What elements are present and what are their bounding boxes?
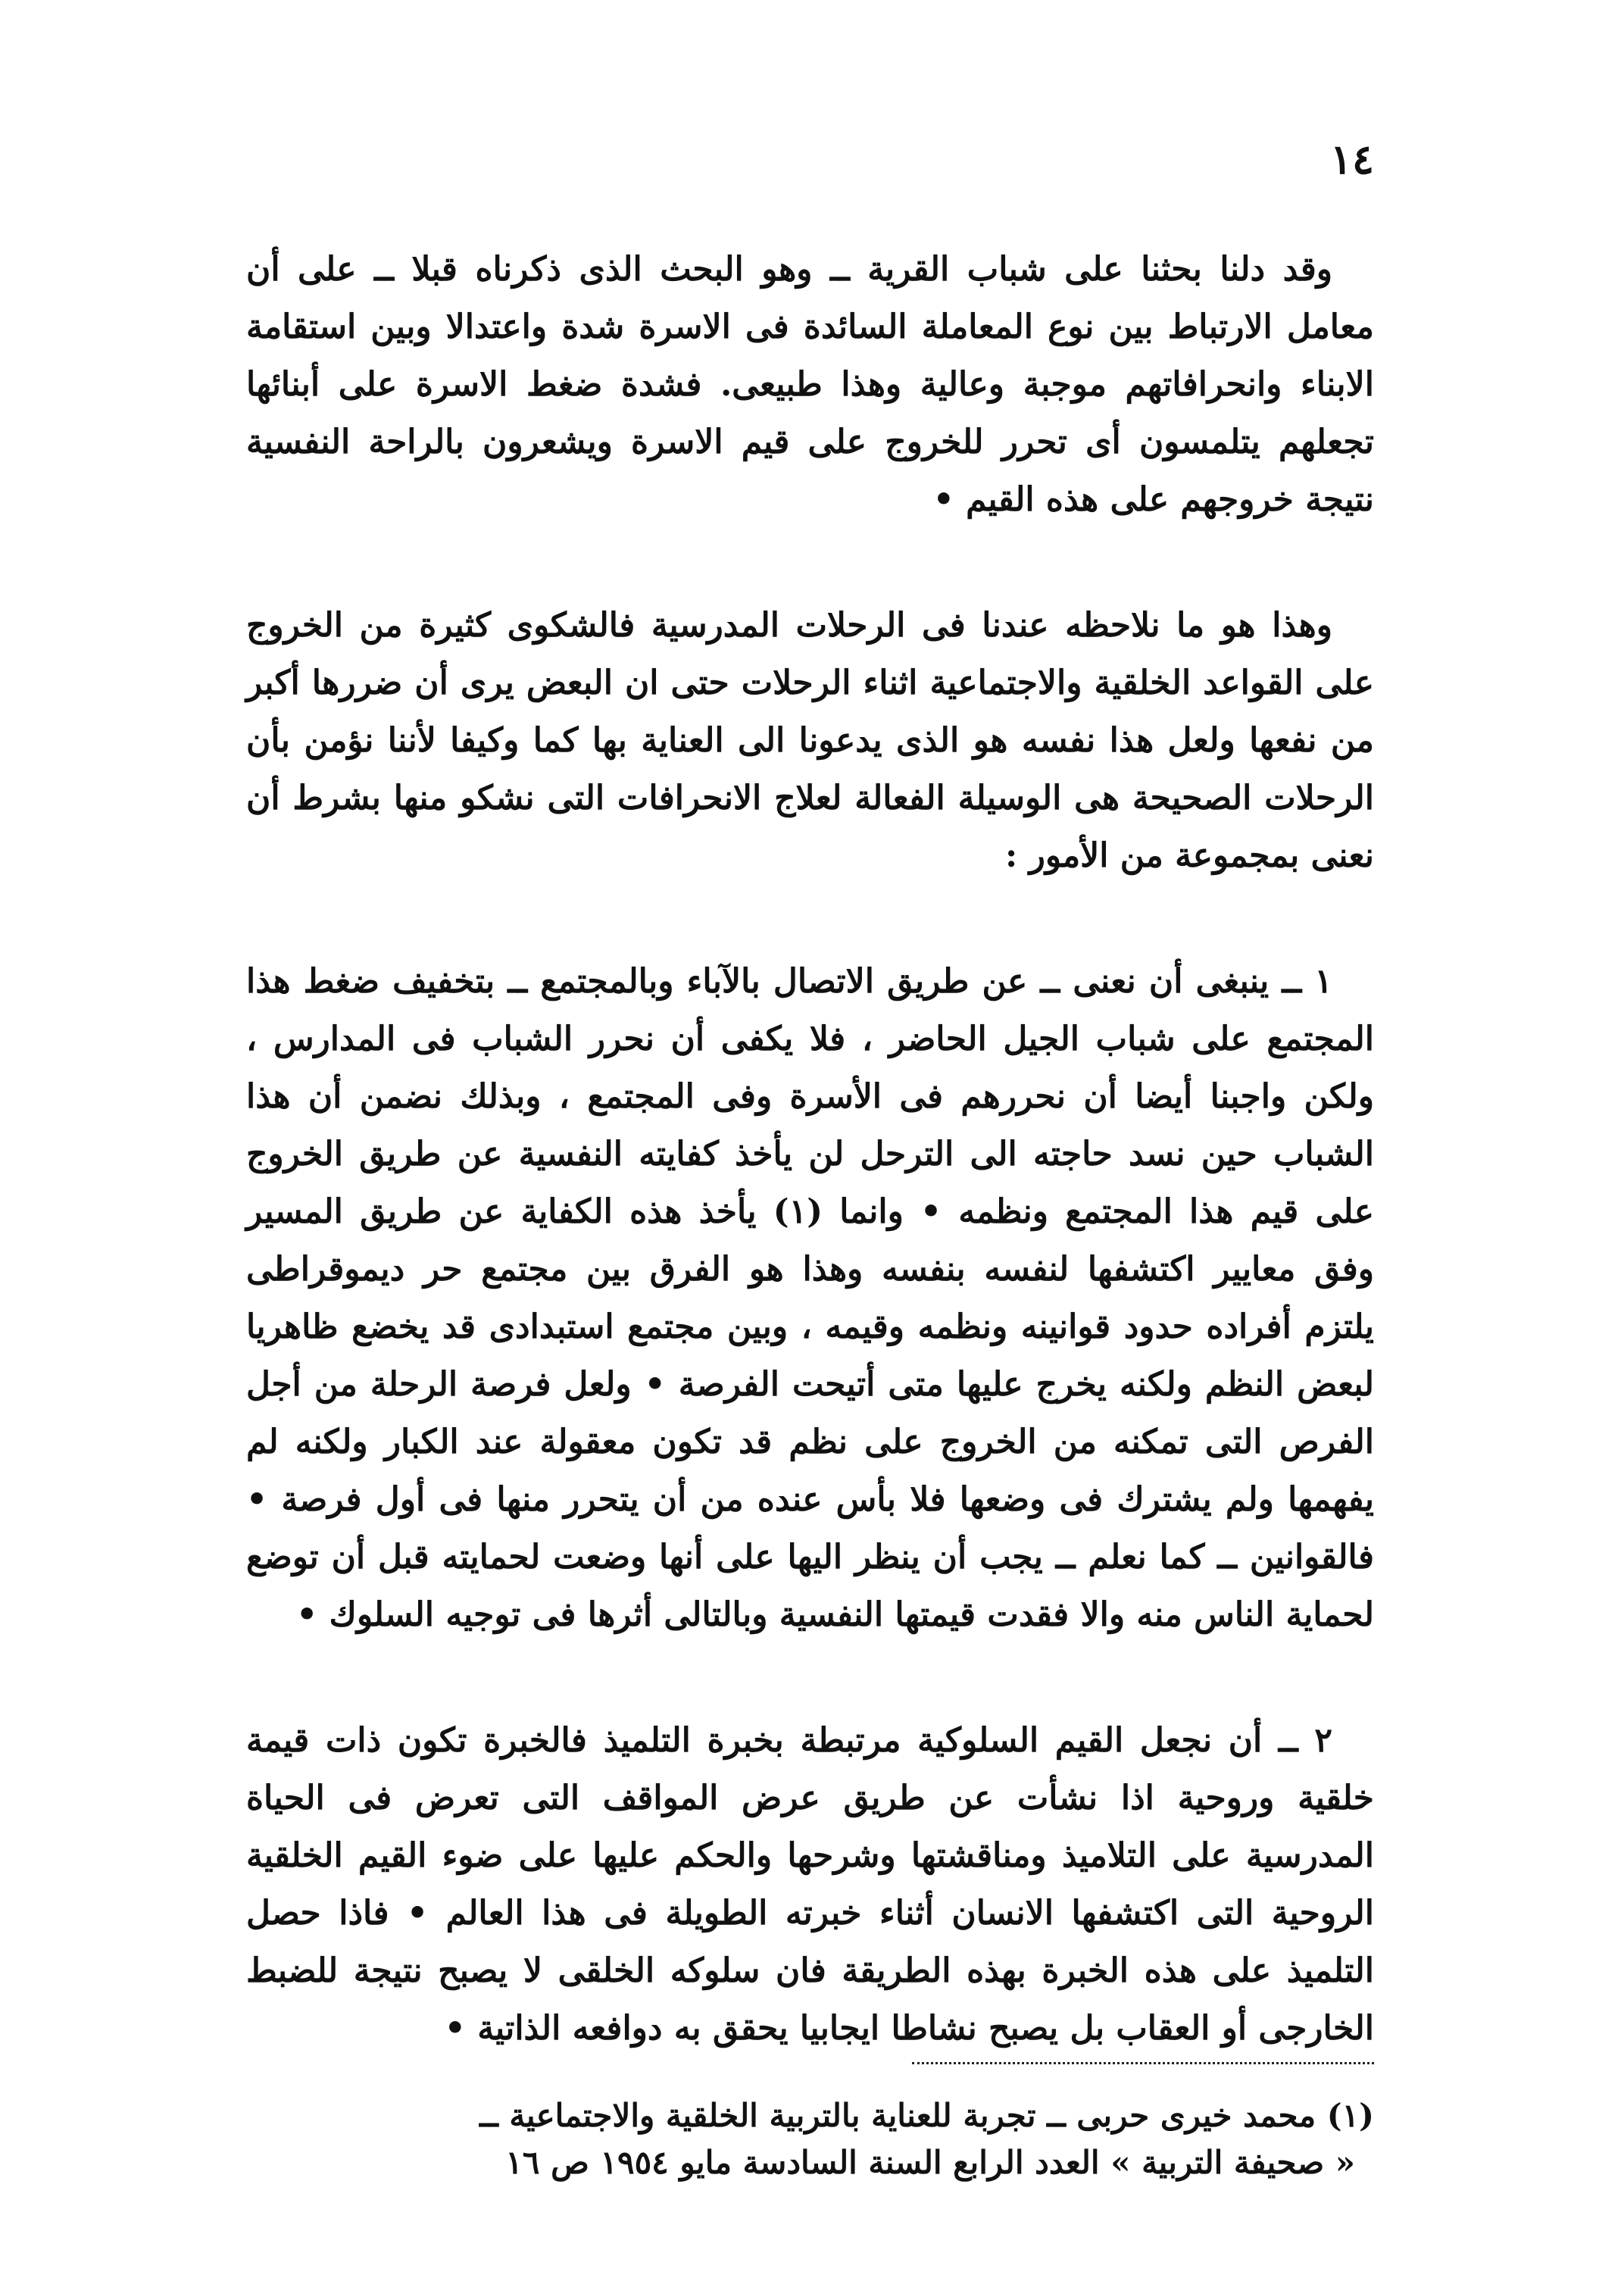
footnote-line-2: « صحيفة التربية » العدد الرابع السنة السادسة مايو ١٩٥٤ ص ١٦ [505, 2144, 1355, 2181]
footnote-divider [912, 2062, 1374, 2064]
paragraph-point-two: ٢ ــ أن نجعل القيم السلوكية مرتبطة بخبرة التلميذ فالخبرة تكون ذات قيمة خلقية وروحية اذا نشأت عن طريق عرض المواقف التى تعرض فى الحياة المدرسية على التلاميذ ومناقشتها وشرحها والحكم عليها على ضوء القيم الخلقية الروحية التى اكتشفها الانسان أثناء خبرته الطويلة فى هذا العالم • فاذا حصل التلميذ على هذه الخبرة بهذه الطريقة فان سلوكه الخلقى لا يصبح نتيجة للضبط الخارجى أو العقاب بل يصبح نشاطا ايجابيا يحقق به دوافعه الذاتية • [246, 1721, 1374, 2048]
page-number: ١٤ [1329, 135, 1374, 183]
footnote [246, 2092, 1374, 2186]
body-text [246, 241, 1374, 2057]
paragraph-school-trips: وهذا هو ما نلاحظه عندنا فى الرحلات المدرسية فالشكوى كثيرة من الخروج على القواعد الخلقية والاجتماعية اثناء الرحلات حتى ان البعض يرى أن ضررها أكبر من نفعها ولعل هذا نفسه هو الذى يدعونا الى العناية بها كما وكيفا لأننا نؤمن بأن الرحلات الصحيحة هى الوسيلة الفعالة لعلاج الانحرافات التى نشكو منها بشرط أن نعنى بمجموعة من الأمور : [246, 606, 1374, 875]
footnote-line-1: (١) محمد خيرى حربى ــ تجربة للعناية بالتربية الخلقية والاجتماعية ــ [479, 2097, 1374, 2134]
paragraph-point-one: ١ ــ ينبغى أن نعنى ــ عن طريق الاتصال بالآباء وبالمجتمع ــ بتخفيف ضغط هذا المجتمع على شباب الجيل الحاضر ، فلا يكفى أن نحرر الشباب فى المدارس ، ولكن واجبنا أيضا أن نحررهم فى الأسرة وفى المجتمع ، وبذلك نضمن أن هذا الشباب حين نسد حاجته الى الترحل لن يأخذ كفايته النفسية عن طريق الخروج على قيم هذا المجتمع ونظمه • وانما (١) يأخذ هذه الكفاية عن طريق المسير وفق معايير اكتشفها لنفسه بنفسه وهذا هو الفرق بين مجتمع حر ديموقراطى يلتزم أفراده حدود قوانينه ونظمه وقيمه ، وبين مجتمع استبدادى قد يخضع ظاهريا لبعض النظم ولكنه يخرج عليها متى أتيحت الفرصة • ولعل فرصة الرحلة من أجل الفرص التى تمكنه من الخروج على نظم قد تكون معقولة عند الكبار ولكنه لم يفهمها ولم يشترك فى وضعها فلا بأس عنده من أن يتحرر منها فى أول فرصة • فالقوانين ــ كما نعلم ــ يجب أن ينظر اليها على أنها وضعت لحمايته قبل أن توضع لحماية الناس منه والا فقدت قيمتها النفسية وبالتالى أثرها فى توجيه السلوك • [246, 962, 1375, 1634]
paragraph-village-youth-study: وقد دلنا بحثنا على شباب القرية ــ وهو البحث الذى ذكرناه قبلا ــ على أن معامل الارتباط بين نوع المعاملة السائدة فى الاسرة شدة واعتدالا وبين استقامة الابناء وانحرافاتهم موجبة وعالية وهذا طبيعى. فشدة ضغط الاسرة على أبنائها تجعلهم يتلمسون أى تحرر للخروج على قيم الاسرة ويشعرون بالراحة النفسية نتيجة خروجهم على هذه القيم • [246, 250, 1374, 519]
